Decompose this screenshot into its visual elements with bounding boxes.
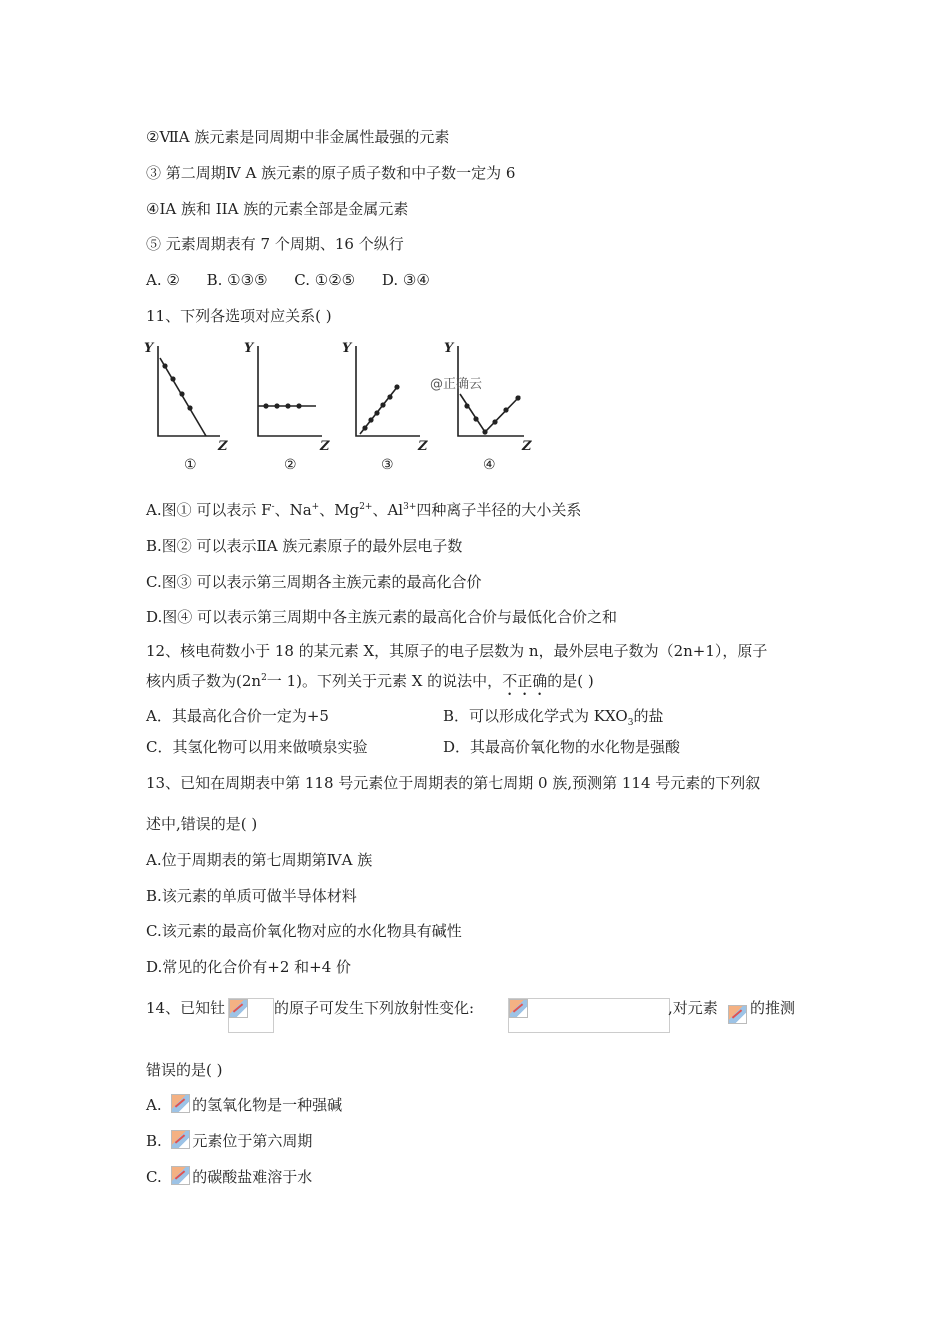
- q11-option-b[interactable]: B.图② 可以表示ⅡA 族元素原子的最外层电子数: [146, 537, 463, 555]
- graph3-point: [362, 425, 367, 430]
- q14-option-b[interactable]: B. 元素位于第六周期: [146, 1132, 313, 1150]
- graph4-line: [460, 394, 520, 432]
- q14-option-a[interactable]: A. 的氢氧化物是一种强碱: [146, 1096, 343, 1114]
- watermark: @正确云: [430, 377, 483, 392]
- graph3-point: [380, 402, 385, 407]
- graph2-label: ②: [284, 457, 297, 473]
- graph1-point: [187, 405, 192, 410]
- q11-graphs-svg: [140, 336, 540, 478]
- graph2-axes: [258, 346, 322, 436]
- graph2-y-label: Y: [244, 341, 254, 356]
- q13-stem-line1: 13、已知在周期表中第 118 号元素位于周期表的第七周期 0 族,预测第 114 号元素的下列叙: [146, 774, 761, 792]
- graph3-axes: [356, 346, 420, 436]
- graph2-point: [263, 403, 268, 408]
- graph4-y-label: Y: [444, 341, 454, 356]
- q14-stem-part3: ,对元素: [668, 999, 718, 1017]
- q10-option-b[interactable]: B. ①③⑤: [206, 271, 268, 289]
- graph2-point: [296, 403, 301, 408]
- q14-stem-part1: 14、已知钍: [146, 999, 226, 1017]
- broken-image-icon: [171, 1094, 190, 1113]
- graph4-z-label: Z: [522, 439, 532, 454]
- graph4-label: ④: [483, 457, 496, 473]
- graph1-line: [160, 358, 206, 436]
- q10-options: [146, 269, 452, 291]
- q13-option-a[interactable]: A.位于周期表的第七周期第ⅣA 族: [146, 851, 373, 869]
- graph4-point: [473, 416, 478, 421]
- q11-graphs-figure: [140, 336, 540, 478]
- graph3-label: ③: [381, 457, 394, 473]
- graph1-label: ①: [184, 457, 197, 473]
- graph3-point: [394, 384, 399, 389]
- q10-item-5: ⑤ 元素周期表有 7 个周期、16 个纵行: [146, 235, 404, 253]
- element-x-image-icon: [728, 1005, 747, 1024]
- emphasis-not-correct: 不正确: [502, 672, 548, 690]
- q14-stem-line2: 错误的是( ): [146, 1061, 223, 1079]
- graph1-point: [170, 376, 175, 381]
- q12-option-c[interactable]: C．其氢化物可以用来做喷泉实验: [146, 738, 368, 756]
- thorium-symbol-image: [228, 998, 274, 1033]
- graph1-y-label: Y: [144, 341, 154, 356]
- q11-stem: 11、下列各选项对应关系( ): [146, 307, 332, 325]
- q11-option-d[interactable]: D.图④ 可以表示第三周期中各主族元素的最高化合价与最低化合价之和: [146, 608, 618, 626]
- q12-stem-line2: 核内质子数为($2n^2$一 1)。下列关于元素 X 的说法中，不正确的是( ): [146, 672, 594, 690]
- q10-option-a[interactable]: A. ②: [146, 271, 180, 289]
- graph4-point: [482, 429, 487, 434]
- graph3-point: [368, 417, 373, 422]
- graph3-point: [374, 410, 379, 415]
- graph2-z-label: Z: [320, 439, 330, 454]
- broken-image-icon: [229, 999, 248, 1018]
- graph1-point: [179, 391, 184, 396]
- q12-option-a[interactable]: A．其最高化合价一定为+5: [146, 707, 329, 725]
- q14-stem-part4: 的推测: [750, 999, 796, 1017]
- graph4-point: [503, 407, 508, 412]
- graph2-point: [285, 403, 290, 408]
- graph4-point: [492, 419, 497, 424]
- q12-option-d[interactable]: D．其最高价氧化物的水化物是强酸: [443, 738, 681, 756]
- graph1-point: [162, 363, 167, 368]
- decay-equation-image: [508, 998, 670, 1033]
- q14-option-c[interactable]: C. 的碳酸盐难溶于水: [146, 1168, 313, 1186]
- graph3-point: [387, 394, 392, 399]
- broken-image-icon: [509, 999, 528, 1018]
- graph3-y-label: Y: [342, 341, 352, 356]
- graph3-z-label: Z: [418, 439, 428, 454]
- q14-stem-part2: 的原子可发生下列放射性变化:: [274, 999, 475, 1017]
- q13-stem-line2: 述中,错误的是( ): [146, 815, 258, 833]
- q10-option-c[interactable]: C. ①②⑤: [294, 271, 356, 289]
- graph1-z-label: Z: [218, 439, 228, 454]
- q13-option-b[interactable]: B.该元素的单质可做半导体材料: [146, 887, 357, 905]
- q13-option-d[interactable]: D.常见的化合价有+2 和+4 价: [146, 958, 352, 976]
- broken-image-icon: [171, 1166, 190, 1185]
- graph2-point: [274, 403, 279, 408]
- broken-image-icon: [171, 1130, 190, 1149]
- q10-option-d[interactable]: D. ③④: [381, 271, 430, 289]
- q12-stem-line1: 12、核电荷数小于 18 的某元素 X，其原子的电子层数为 n，最外层电子数为（2n+1），原子: [146, 642, 768, 660]
- graph4-point: [515, 395, 520, 400]
- q10-item-3: ③ 第二周期Ⅳ A 族元素的原子质子数和中子数一定为 6: [146, 164, 516, 182]
- q11-option-a[interactable]: A.图① 可以表示 F-、Na+、$Mg^{2+}$、$Al^{3+}$四种离子半径的大小关系: [146, 501, 582, 519]
- graph4-point: [464, 403, 469, 408]
- q12-option-b[interactable]: B．可以形成化学式为 $KXO_3$的盐: [443, 707, 664, 728]
- q11-option-c[interactable]: C.图③ 可以表示第三周期各主族元素的最高化合价: [146, 573, 482, 591]
- q10-item-2: ②ⅦA 族元素是同周期中非金属性最强的元素: [146, 128, 450, 146]
- q10-item-4: ④IA 族和 IIA 族的元素全部是金属元素: [146, 200, 409, 218]
- q13-option-c[interactable]: C.该元素的最高价氧化物对应的水化物具有碱性: [146, 922, 462, 940]
- graph1-axes: [158, 346, 220, 436]
